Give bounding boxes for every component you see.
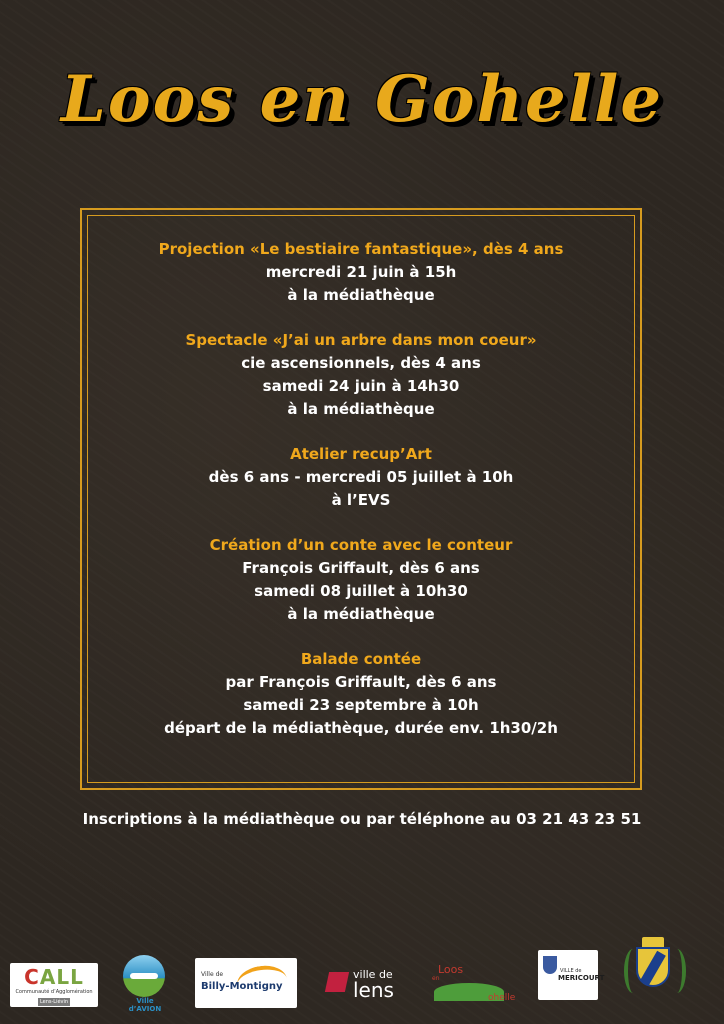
event-atelier xyxy=(90,443,632,512)
event-line: à la médiathèque xyxy=(287,286,435,304)
event-title: Spectacle «J’ai un arbre dans mon coeur» xyxy=(185,331,537,349)
event-line: mercredi 21 juin à 15h xyxy=(265,263,457,281)
event-line: François Griffault, dès 6 ans xyxy=(242,559,480,577)
events-list xyxy=(90,238,632,762)
event-line: dès 6 ans - mercredi 05 juillet à 10h xyxy=(208,468,514,486)
crown-icon xyxy=(642,937,664,947)
billy-small-text: Ville de xyxy=(201,971,224,978)
event-line: samedi 23 septembre à 10h xyxy=(243,696,479,714)
mericourt-logo xyxy=(538,950,605,1000)
event-line: à la médiathèque xyxy=(287,400,435,418)
calll-logo xyxy=(10,963,98,1007)
calll-subtitle: Communauté d’Agglomération xyxy=(15,989,93,995)
lens-mark-icon xyxy=(325,972,349,992)
event-title: Projection «Le bestiaire fantastique», dès 4 ans xyxy=(158,240,564,258)
calll-mark-b: ALL xyxy=(39,965,84,989)
loos-line2: en xyxy=(432,975,440,982)
page-title: Loos en Gohelle xyxy=(60,62,664,137)
loos-line3: ohelle xyxy=(488,993,516,1003)
inscriptions-text: Inscriptions à la médiathèque ou par téléphone au 03 21 43 23 51 xyxy=(82,810,642,828)
event-line: à l’EVS xyxy=(331,491,391,509)
avion-text: Ville d’AVION xyxy=(128,997,162,1013)
lens-line2: lens xyxy=(353,978,394,1002)
billy-name: Billy-Montigny xyxy=(201,981,283,992)
lens-logo xyxy=(327,966,399,1002)
calll-mark-a: C xyxy=(24,965,40,989)
event-projection xyxy=(90,238,632,307)
loos-line1: Loos xyxy=(438,963,464,976)
event-line: samedi 24 juin à 14h30 xyxy=(262,377,460,395)
event-title: Atelier recup’Art xyxy=(290,445,432,463)
loos-en-gohelle-logo xyxy=(432,961,522,1005)
event-line: par François Griffault, dès 6 ans xyxy=(225,673,497,691)
event-balade-contee xyxy=(90,648,632,740)
event-creation-conte xyxy=(90,534,632,626)
event-title: Création d’un conte avec le conteur xyxy=(209,536,513,554)
event-title: Balade contée xyxy=(300,650,422,668)
event-line: samedi 08 juillet à 10h30 xyxy=(254,582,468,600)
mericourt-line1: VILLE de xyxy=(560,968,582,974)
billy-montigny-logo xyxy=(195,958,297,1008)
event-line: cie ascensionnels, dès 4 ans xyxy=(241,354,481,372)
mericourt-shield-icon xyxy=(543,956,557,974)
lens-line1: ville de xyxy=(353,968,393,981)
avion-logo xyxy=(120,955,170,1013)
mericourt-line2: MERICOURT xyxy=(558,974,605,982)
event-line: à la médiathèque xyxy=(287,605,435,623)
calll-logo-mark xyxy=(10,965,98,989)
event-spectacle xyxy=(90,329,632,421)
event-line: départ de la médiathèque, durée env. 1h30/2h xyxy=(164,719,558,737)
avion-wave-icon xyxy=(130,973,158,979)
coat-of-arms-logo xyxy=(618,935,688,1005)
calll-tag: Lens-Liévin xyxy=(39,999,69,1005)
laurel-right-icon xyxy=(668,949,686,993)
